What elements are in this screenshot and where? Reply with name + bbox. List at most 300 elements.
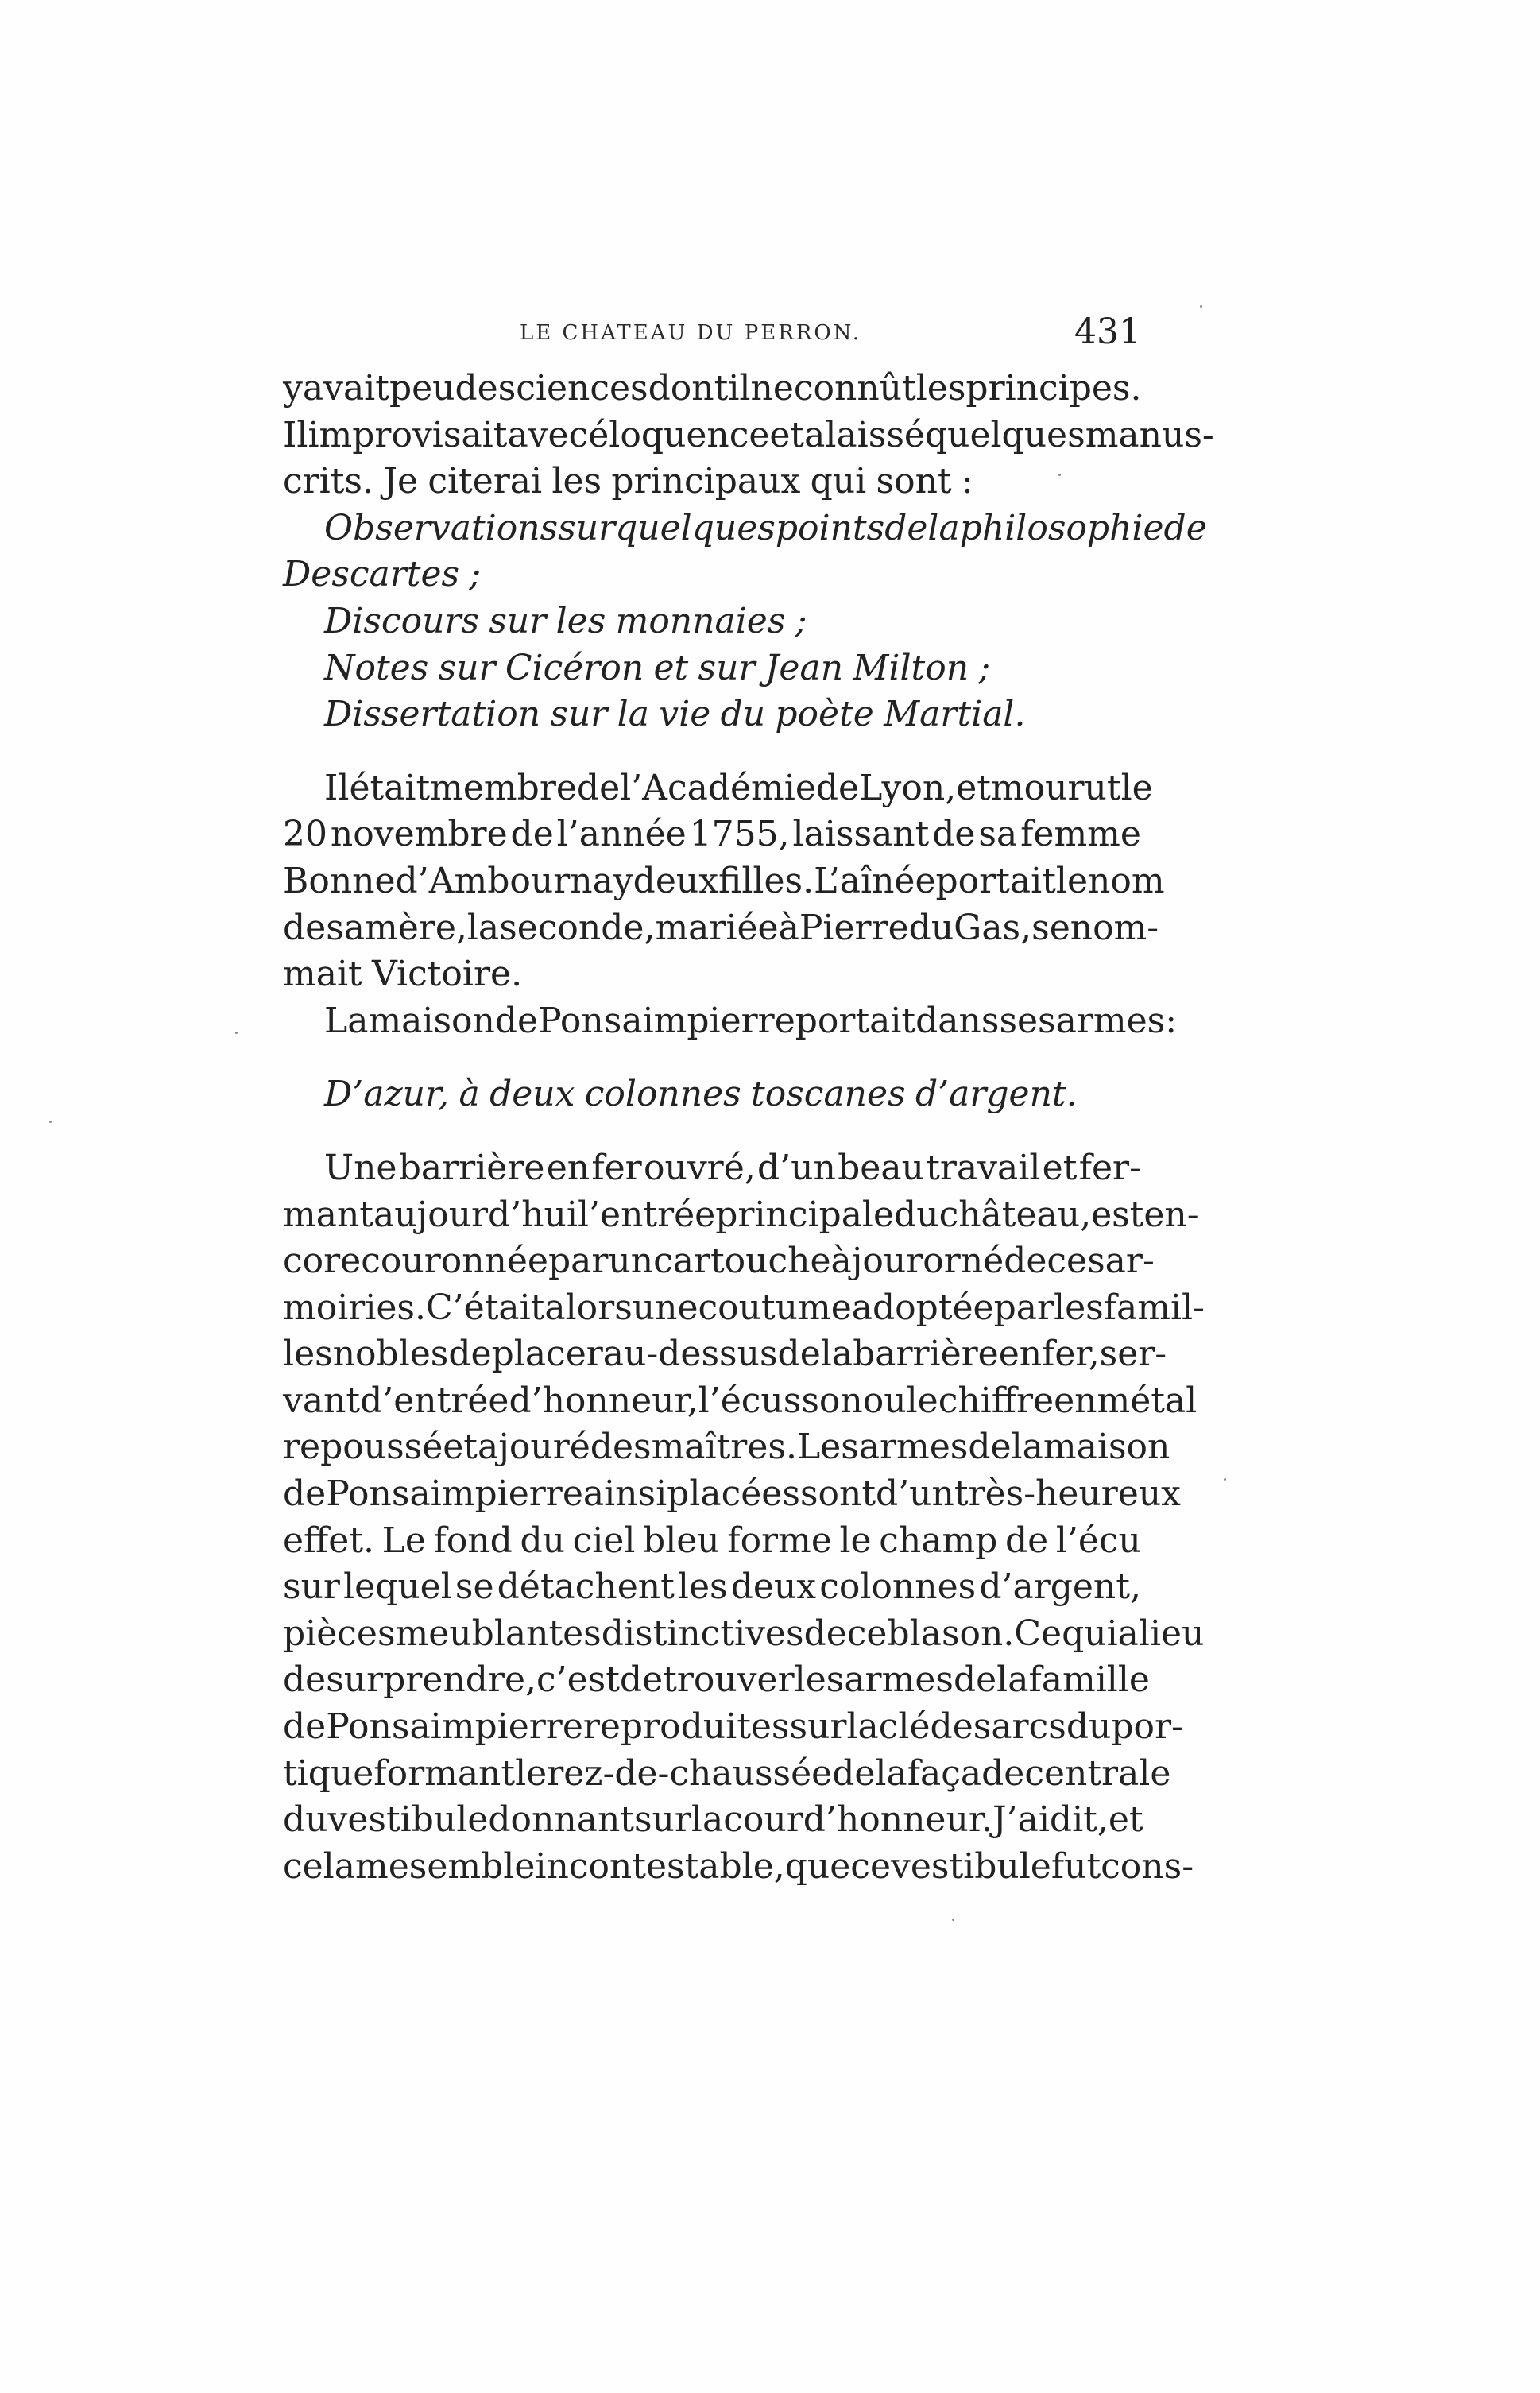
- word: portait: [795, 1000, 916, 1041]
- word: les: [551, 461, 602, 502]
- text-line: [283, 1751, 1171, 1798]
- word: les: [555, 600, 606, 641]
- word: Observations: [324, 507, 559, 548]
- word: core: [283, 1241, 362, 1282]
- word: les: [1054, 1287, 1104, 1328]
- word: aujourd’hui: [373, 1194, 578, 1235]
- word: bleu: [643, 1520, 720, 1561]
- word: l’écusson: [698, 1380, 863, 1421]
- word: Les: [796, 1427, 859, 1468]
- word: avait: [302, 368, 389, 409]
- paper-speck: [952, 1919, 954, 1921]
- text-line: [283, 1704, 1183, 1751]
- word: d’Ambournay: [395, 860, 633, 901]
- word: a: [804, 414, 826, 455]
- word: nom: [1088, 860, 1165, 901]
- word: incontestable,: [535, 1845, 785, 1887]
- word: nom-: [1070, 907, 1159, 948]
- word: Cicéron: [505, 647, 644, 688]
- word: C’était: [426, 1287, 545, 1328]
- word: de: [619, 1659, 664, 1701]
- word: ses: [999, 1000, 1056, 1041]
- word: laissé: [825, 414, 925, 455]
- word: qui: [810, 461, 867, 502]
- word: de: [968, 1427, 1012, 1468]
- word: Descartes: [283, 554, 460, 595]
- word: l’Académie: [620, 767, 816, 808]
- text-line: [283, 858, 1165, 905]
- word: en-: [1143, 1194, 1199, 1235]
- word: de: [510, 814, 554, 855]
- word: principes.: [965, 368, 1142, 409]
- word: blason.: [887, 1613, 1015, 1654]
- word: au-dessus: [602, 1334, 778, 1375]
- word: par: [548, 1241, 609, 1282]
- word: alors: [544, 1287, 633, 1328]
- word: l’entrée: [577, 1194, 716, 1235]
- word: pièces: [283, 1613, 396, 1654]
- word: colonnes: [584, 1074, 741, 1115]
- word: ;: [795, 600, 807, 641]
- text-line: [283, 1657, 1150, 1704]
- word: armes: [844, 1659, 954, 1701]
- word: placées: [667, 1473, 800, 1515]
- word: la: [820, 1334, 853, 1375]
- word: philosophie: [959, 507, 1164, 548]
- word: fer: [591, 1147, 642, 1188]
- word: coutume: [698, 1287, 852, 1328]
- word: et: [769, 414, 805, 455]
- word: ou: [862, 1380, 907, 1421]
- word: sur: [283, 1566, 340, 1608]
- text-line: [283, 1285, 1205, 1332]
- text-line: [283, 1797, 1141, 1844]
- word: ainsi: [582, 1473, 667, 1515]
- word: se: [1031, 907, 1070, 948]
- word: la: [927, 507, 960, 548]
- word: effet.: [283, 1520, 375, 1561]
- word: les: [915, 368, 966, 409]
- word: femme: [1020, 814, 1141, 855]
- word: me: [355, 1845, 409, 1887]
- word: d’un: [757, 1147, 836, 1188]
- word: est: [1091, 1194, 1144, 1235]
- running-header: [283, 312, 1141, 364]
- word: Victoire.: [372, 954, 523, 995]
- word: :: [1165, 1000, 1178, 1041]
- word: avec: [507, 414, 589, 455]
- manuscript-title-line: [283, 552, 1141, 598]
- word: le: [906, 1380, 938, 1421]
- text-line: [283, 1471, 1181, 1518]
- word: vant: [283, 1380, 361, 1421]
- word: façade: [907, 1752, 1025, 1794]
- word: ne: [750, 368, 794, 409]
- word: un: [608, 1241, 654, 1282]
- word: cour: [723, 1799, 803, 1841]
- word: J’ai: [992, 1799, 1050, 1841]
- word: de: [576, 767, 621, 808]
- word: les: [677, 1566, 728, 1608]
- word: cela: [283, 1845, 355, 1887]
- word: surprendre,: [326, 1659, 536, 1701]
- word: sur: [633, 1799, 691, 1841]
- word: reproduites: [582, 1706, 790, 1748]
- word: ces: [1047, 1241, 1105, 1282]
- word: la: [466, 907, 500, 948]
- word: d’honneur.: [803, 1799, 992, 1841]
- word: et: [653, 647, 689, 688]
- word: quelques: [615, 507, 776, 548]
- word: ;: [469, 554, 482, 595]
- paragraph-gap: [283, 1118, 1141, 1145]
- word: et: [1108, 1799, 1143, 1841]
- word: d’un: [876, 1473, 954, 1515]
- text-line: [283, 1518, 1141, 1565]
- word: cartouche: [653, 1241, 831, 1282]
- word: portait: [935, 860, 1056, 901]
- word: de: [448, 1334, 492, 1375]
- paper-speck: [49, 1121, 52, 1123]
- word: de: [815, 767, 860, 808]
- word: la: [846, 1706, 879, 1748]
- word: Discours: [324, 600, 480, 641]
- word: centrale: [1024, 1752, 1171, 1794]
- text-line: [283, 1238, 1155, 1285]
- word: mourut: [990, 767, 1121, 808]
- word: y: [283, 368, 303, 409]
- word: orné: [923, 1241, 1004, 1282]
- word: du: [894, 1194, 939, 1235]
- word: ar-: [1105, 1241, 1155, 1282]
- word: forme: [727, 1520, 832, 1561]
- word: mariée: [655, 907, 779, 948]
- word: sa: [978, 814, 1018, 855]
- manuscript-title-line: [283, 645, 1141, 692]
- word: chiffre: [938, 1380, 1054, 1421]
- word: tique: [283, 1752, 374, 1794]
- word: Pierre: [799, 907, 909, 948]
- word: citerai: [428, 461, 543, 502]
- text-line: [283, 366, 1141, 412]
- word: crits.: [283, 461, 373, 502]
- word: de: [283, 1659, 327, 1701]
- word: vestibule: [327, 1799, 489, 1841]
- word: c’est: [536, 1659, 620, 1701]
- word: deux: [633, 860, 719, 901]
- word: L’aînée: [814, 860, 936, 901]
- word: de: [777, 1334, 821, 1375]
- paper-speck: [1224, 1478, 1226, 1481]
- manuscript-title-line: [283, 598, 1141, 645]
- word: de: [283, 1706, 327, 1748]
- word: points: [775, 507, 885, 548]
- word: du: [908, 907, 954, 948]
- word: de: [455, 368, 498, 409]
- word: ;: [978, 647, 991, 688]
- text-line: [283, 811, 1141, 858]
- word: de: [283, 907, 327, 948]
- text-line: [283, 412, 1214, 459]
- word: ser-: [1099, 1334, 1167, 1375]
- word: Une: [324, 1147, 397, 1188]
- word: Martial.: [884, 694, 1026, 735]
- word: en: [546, 1147, 590, 1188]
- word: jour: [851, 1241, 923, 1282]
- word: armes: [858, 1427, 969, 1468]
- word: la: [1011, 1427, 1043, 1468]
- word: Ponsaimpierre: [326, 1473, 583, 1515]
- word: d’honneur,: [509, 1380, 698, 1421]
- word: très-heureux: [954, 1473, 1181, 1515]
- word: fut: [1051, 1845, 1101, 1887]
- word: sont: [876, 461, 952, 502]
- word: colonnes: [819, 1566, 977, 1608]
- word: Ponsaimpierre: [326, 1706, 583, 1748]
- word: en: [998, 1334, 1043, 1375]
- word: Dissertation: [324, 694, 541, 735]
- word: Il: [283, 414, 308, 455]
- body-text: [283, 366, 1214, 1890]
- word: manus-: [1085, 414, 1214, 455]
- word: la: [875, 1752, 907, 1794]
- word: moiries.: [283, 1287, 426, 1328]
- blazon-line: [283, 1071, 1141, 1118]
- page-number: 431: [1074, 312, 1141, 352]
- word: le: [515, 1752, 548, 1794]
- text-line: [283, 1145, 1141, 1192]
- running-title: LE CHATEAU DU PERRON.: [520, 321, 862, 345]
- word: des: [930, 1706, 992, 1748]
- word: mait: [283, 954, 362, 995]
- word: l’année: [556, 814, 687, 855]
- word: famille: [1028, 1659, 1150, 1701]
- word: château,: [938, 1194, 1092, 1235]
- word: le: [839, 1520, 872, 1561]
- word: fer,: [1042, 1334, 1100, 1375]
- word: d’argent,: [979, 1566, 1141, 1608]
- word: donnant: [488, 1799, 634, 1841]
- word: les: [283, 1334, 333, 1375]
- word: nobles: [332, 1334, 449, 1375]
- word: ce: [846, 1613, 888, 1654]
- word: sur: [550, 694, 608, 735]
- word: la: [617, 694, 649, 735]
- word: et: [1042, 1147, 1078, 1188]
- word: le: [1120, 767, 1153, 808]
- word: ce: [850, 1845, 891, 1887]
- word: de: [932, 814, 976, 855]
- word: adoptée: [851, 1287, 994, 1328]
- word: seconde,: [499, 907, 656, 948]
- paragraph-gap: [283, 738, 1141, 765]
- word: trouver: [663, 1659, 795, 1701]
- word: de: [1004, 1520, 1049, 1561]
- word: du: [1066, 1706, 1112, 1748]
- word: dit,: [1049, 1799, 1109, 1841]
- word: était: [349, 767, 431, 808]
- word: :: [961, 461, 973, 502]
- word: semble: [408, 1845, 536, 1887]
- word: d’argent.: [915, 1074, 1078, 1115]
- word: se: [455, 1566, 494, 1608]
- word: sur: [558, 507, 616, 548]
- word: il: [728, 368, 751, 409]
- word: 1755,: [689, 814, 790, 855]
- word: improvisait: [308, 414, 508, 455]
- paper-speck: [1200, 305, 1202, 308]
- word: placer: [491, 1334, 603, 1375]
- text-line: [283, 1192, 1199, 1239]
- word: de: [494, 1000, 539, 1041]
- word: a: [1117, 1613, 1139, 1654]
- word: de: [953, 1659, 997, 1701]
- word: toscanes: [751, 1074, 906, 1115]
- word: mant: [283, 1194, 373, 1235]
- word: connût: [793, 368, 916, 409]
- word: sciences: [497, 368, 648, 409]
- word: La: [324, 1000, 369, 1041]
- text-line: [283, 1611, 1205, 1658]
- word: les: [794, 1659, 845, 1701]
- word: ciel: [572, 1520, 636, 1561]
- word: une: [632, 1287, 698, 1328]
- word: armes: [1055, 1000, 1166, 1041]
- word: membre: [430, 767, 577, 808]
- word: que: [784, 1845, 851, 1887]
- word: repoussé: [283, 1427, 443, 1468]
- text-line: [283, 1331, 1167, 1378]
- paragraph-gap: [283, 1044, 1141, 1071]
- word: ajouré: [478, 1427, 590, 1468]
- word: d’entrée: [360, 1380, 509, 1421]
- word: champ: [879, 1520, 998, 1561]
- text-line: [283, 1424, 1170, 1471]
- word: Bonne: [283, 860, 396, 901]
- word: Ponsaimpierre: [538, 1000, 795, 1041]
- word: vestibule: [890, 1845, 1051, 1887]
- word: dont: [648, 368, 729, 409]
- word: Jean: [764, 647, 844, 688]
- word: à: [830, 1241, 852, 1282]
- word: en: [1054, 1380, 1097, 1421]
- text-line: [283, 1378, 1198, 1425]
- word: détachent: [497, 1566, 675, 1608]
- word: Ce: [1014, 1613, 1062, 1654]
- word: la: [996, 1659, 1029, 1701]
- word: Gas,: [954, 907, 1032, 948]
- word: ouvré,: [644, 1147, 756, 1188]
- text-line: [283, 998, 1178, 1045]
- word: novembre: [330, 814, 508, 855]
- word: couronnée: [361, 1241, 548, 1282]
- word: des: [590, 1427, 652, 1468]
- paper-speck: [235, 1032, 238, 1034]
- word: éloquence: [588, 414, 770, 455]
- word: por-: [1111, 1706, 1183, 1748]
- word: sur: [698, 647, 756, 688]
- word: rez-de-chaussée: [547, 1752, 833, 1794]
- text-line: [283, 1844, 1194, 1891]
- word: principale: [715, 1194, 895, 1235]
- word: de: [1004, 1241, 1047, 1282]
- word: l’écu: [1055, 1520, 1141, 1561]
- word: peu: [389, 368, 455, 409]
- word: et: [956, 767, 991, 808]
- word: mère,: [365, 907, 467, 948]
- word: par: [993, 1287, 1054, 1328]
- word: lieu: [1138, 1613, 1205, 1654]
- word: de: [283, 1473, 327, 1515]
- word: D’azur,: [324, 1074, 450, 1115]
- word: du: [520, 1520, 565, 1561]
- word: le: [1055, 860, 1088, 901]
- word: maison: [368, 1000, 495, 1041]
- word: travail: [926, 1147, 1041, 1188]
- word: quelques: [924, 414, 1085, 455]
- manuscript-title-line: [283, 691, 1141, 738]
- paper-speck: [1058, 474, 1061, 476]
- word: sont: [799, 1473, 876, 1515]
- word: dans: [915, 1000, 1000, 1041]
- word: qui: [1062, 1613, 1118, 1654]
- word: arcs: [991, 1706, 1066, 1748]
- word: maîtres.: [651, 1427, 797, 1468]
- word: fer-: [1078, 1147, 1141, 1188]
- word: deux: [489, 1074, 575, 1115]
- word: sur: [789, 1706, 847, 1748]
- word: de: [803, 1613, 847, 1654]
- word: à: [459, 1074, 480, 1115]
- word: clé: [878, 1706, 931, 1748]
- word: sur: [438, 647, 496, 688]
- word: distinctives: [601, 1613, 804, 1654]
- text-line: [283, 951, 1141, 998]
- word: Milton: [853, 647, 969, 688]
- word: vie: [659, 694, 711, 735]
- text-line: [283, 459, 1141, 505]
- word: monnaies: [615, 600, 786, 641]
- word: laissant: [792, 814, 930, 855]
- word: cons-: [1101, 1845, 1194, 1887]
- word: famil-: [1103, 1287, 1205, 1328]
- word: beau: [838, 1147, 924, 1188]
- text-line: [283, 765, 1153, 812]
- word: principaux: [611, 461, 801, 502]
- word: métal: [1097, 1380, 1198, 1421]
- word: de: [832, 1752, 876, 1794]
- word: lequel: [343, 1566, 452, 1608]
- word: Je: [383, 461, 418, 502]
- word: fond: [433, 1520, 513, 1561]
- word: la: [691, 1799, 724, 1841]
- word: de: [1163, 507, 1207, 548]
- word: sa: [326, 907, 366, 948]
- word: Notes: [324, 647, 429, 688]
- word: de: [884, 507, 928, 548]
- word: formant: [373, 1752, 516, 1794]
- text-line: [283, 1564, 1141, 1611]
- text-line: [283, 905, 1159, 952]
- word: et: [443, 1427, 478, 1468]
- word: sur: [489, 600, 547, 641]
- word: filles.: [718, 860, 814, 901]
- word: maison: [1043, 1427, 1170, 1468]
- word: à: [778, 907, 799, 948]
- word: Il: [324, 767, 350, 808]
- word: barrière: [398, 1147, 545, 1188]
- word: 20: [283, 814, 327, 855]
